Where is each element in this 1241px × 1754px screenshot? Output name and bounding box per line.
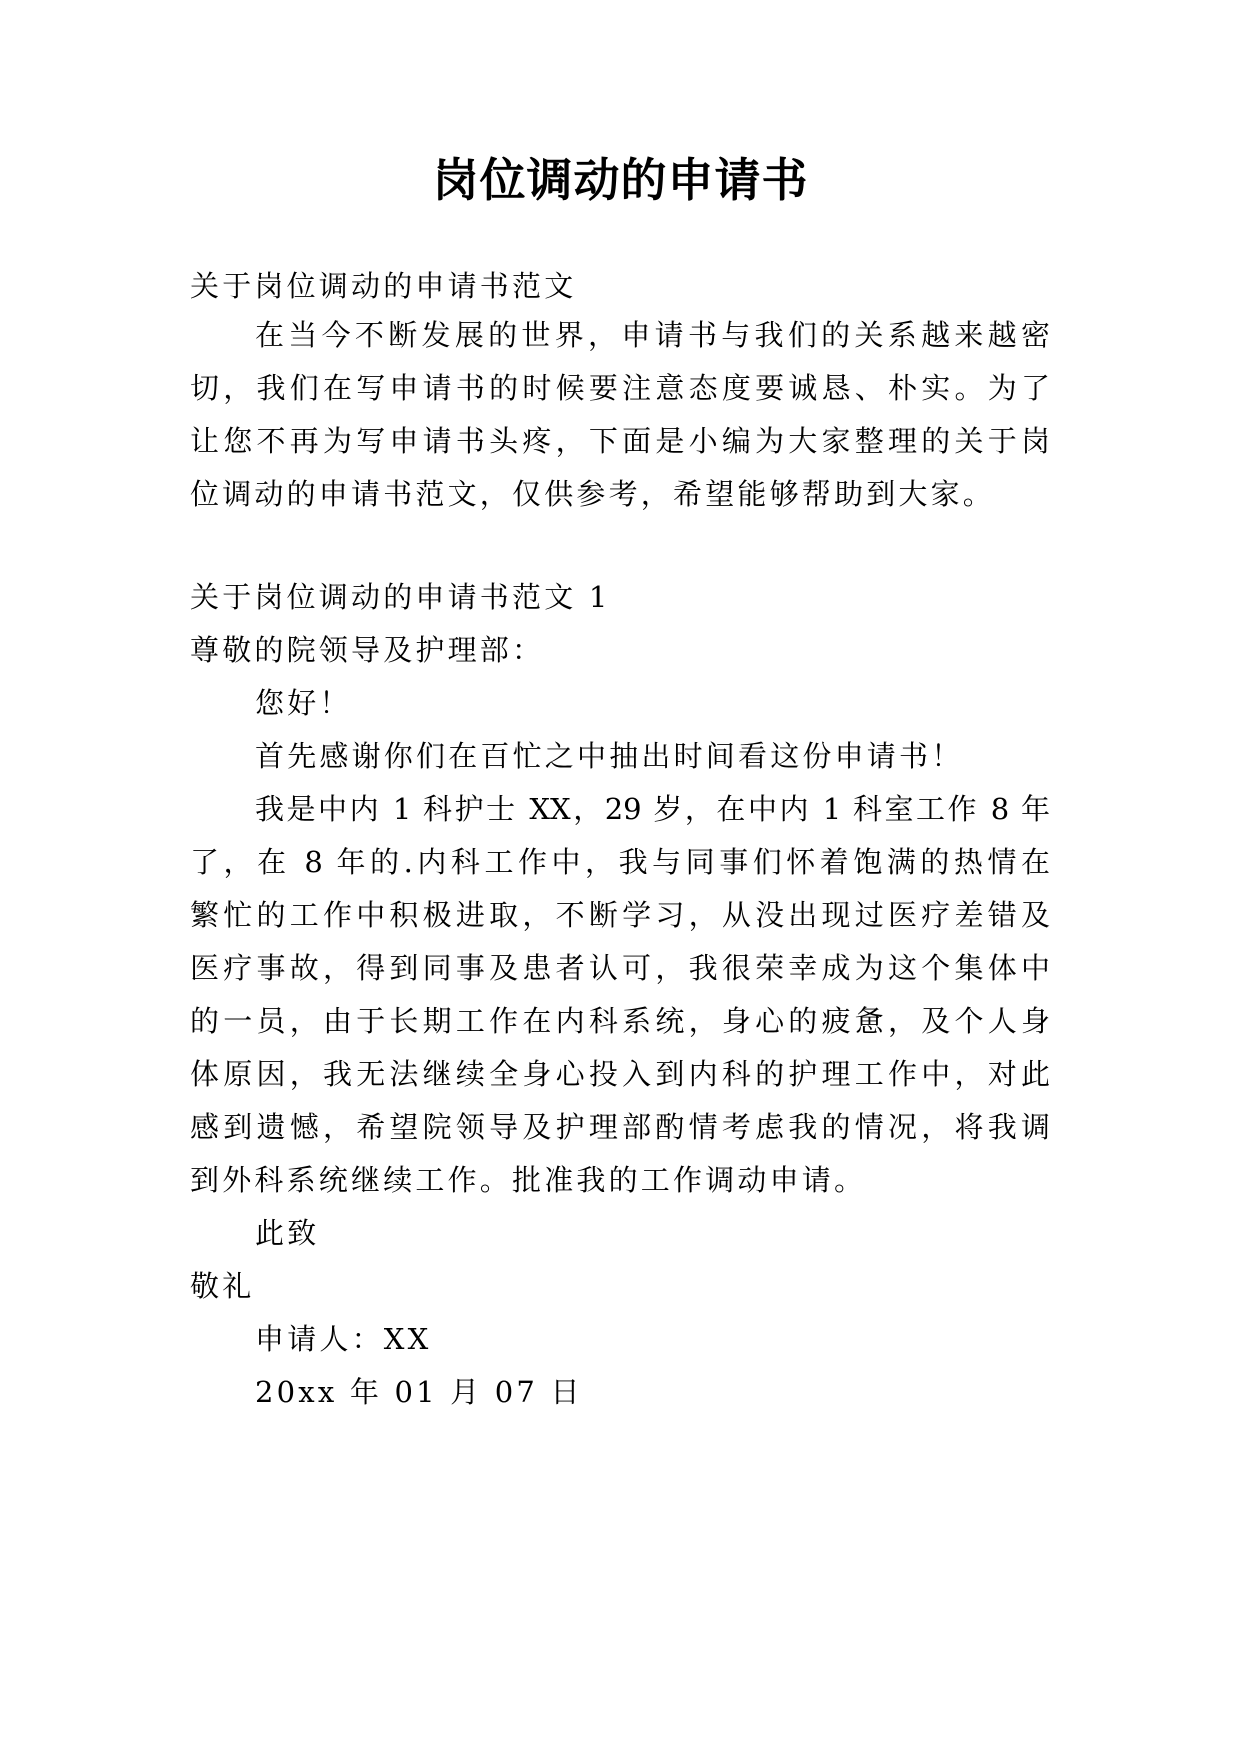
intro-paragraph-line: 让您不再为写申请书头疼，下面是小编为大家整理的关于岗 — [190, 424, 1050, 458]
document-title: 岗位调动的申请书 — [432, 153, 809, 207]
letter-thanks: 首先感谢你们在百忙之中抽出时间看这份申请书！ — [255, 739, 964, 773]
letter-applicant: 申请人：XX — [255, 1322, 432, 1356]
intro-heading: 关于岗位调动的申请书范文 — [190, 269, 577, 303]
letter-body-line: 医疗事故，得到同事及患者认可，我很荣幸成为这个集体中 — [190, 951, 1050, 985]
letter-date: 20xx 年 01 月 07 日 — [255, 1375, 583, 1409]
letter-heading: 关于岗位调动的申请书范文 1 — [190, 580, 611, 614]
letter-greeting: 您好！ — [255, 686, 352, 720]
intro-paragraph-line: 在当今不断发展的世界，申请书与我们的关系越来越密 — [255, 318, 1050, 352]
letter-body-line: 繁忙的工作中积极进取，不断学习，从没出现过医疗差错及 — [190, 898, 1050, 932]
letter-body-line: 到外科系统继续工作。批准我的工作调动申请。 — [190, 1163, 867, 1197]
intro-paragraph-line: 位调动的申请书范文，仅供参考，希望能够帮助到大家。 — [190, 477, 996, 511]
letter-body-line: 我是中内 1 科护士 XX，29 岁，在中内 1 科室工作 8 年 — [255, 792, 1050, 826]
letter-closing: 此致 — [255, 1216, 320, 1250]
intro-paragraph-line: 切，我们在写申请书的时候要注意态度要诚恳、朴实。为了 — [190, 371, 1050, 405]
letter-body-line: 体原因，我无法继续全身心投入到内科的护理工作中，对此 — [190, 1057, 1050, 1091]
letter-body-line: 感到遗憾，希望院领导及护理部酌情考虑我的情况，将我调 — [190, 1110, 1050, 1144]
letter-regards: 敬礼 — [190, 1269, 255, 1303]
letter-body-line: 了，在 8 年的.内科工作中，我与同事们怀着饱满的热情在 — [190, 845, 1050, 879]
letter-salutation: 尊敬的院领导及护理部： — [190, 633, 545, 667]
letter-body-line: 的一员，由于长期工作在内科系统，身心的疲惫，及个人身 — [190, 1004, 1050, 1038]
